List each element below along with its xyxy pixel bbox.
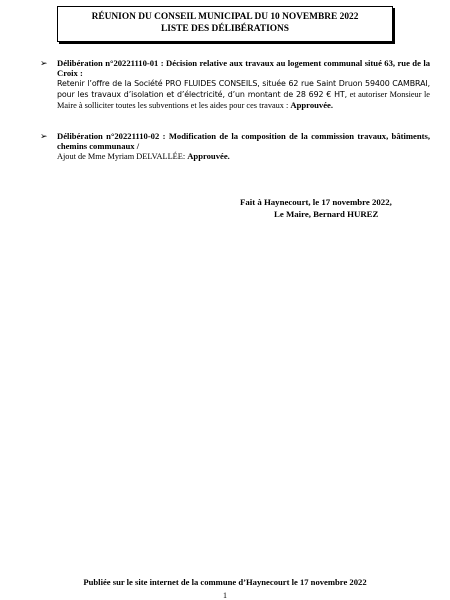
signature-mayor: Le Maire, Bernard HUREZ <box>274 209 379 219</box>
page-number: 1 <box>223 591 227 600</box>
deliberation-heading: Délibération n°20221110-01 : Décision relative aux travaux au logement communal situé 63, rue de la Croix : <box>57 58 430 78</box>
title-box <box>57 6 393 42</box>
deliberation-body-intro: Retenir l’offre de la Société PRO FLUIDES CONSEILS, située 62 rue Saint Druon 59400 CAMBRAI, pour les travaux d’isolation et d’électricité, d’un montant de 28 692 € HT, <box>57 79 430 99</box>
deliberation-body <box>57 78 430 111</box>
deliberation-body <box>57 151 430 162</box>
deliberation-status: Approuvée. <box>290 100 333 110</box>
deliberation-body-tail: et autoriser Monsieur le Maire à solliciter toutes les subventions et les aides pour ces travaux : <box>57 90 430 110</box>
arrow-bullet-icon: ➢ <box>40 58 48 68</box>
meeting-title: RÉUNION DU CONSEIL MUNICIPAL DU 10 NOVEMBRE 2022 <box>91 12 359 22</box>
deliberation-heading: Délibération n°20221110-02 : Modification de la composition de la commission travaux, bâtiments, chemins communaux / <box>57 131 430 151</box>
signature-block <box>240 196 420 220</box>
arrow-bullet-icon: ➢ <box>40 131 48 141</box>
deliberations-list-title: LISTE DES DÉLIBÉRATIONS <box>161 24 289 34</box>
signature-place-date: Fait à Haynecourt, le 17 novembre 2022, <box>240 197 392 207</box>
deliberation-item <box>40 131 430 162</box>
deliberation-status: Approuvée. <box>187 151 230 161</box>
deliberation-item <box>40 58 430 111</box>
publication-notice: Publiée sur le site internet de la commune d’Haynecourt le 17 novembre 2022 <box>83 577 367 587</box>
deliberation-body-tail: Ajout de Mme Myriam DELVALLÉE: <box>57 152 188 161</box>
